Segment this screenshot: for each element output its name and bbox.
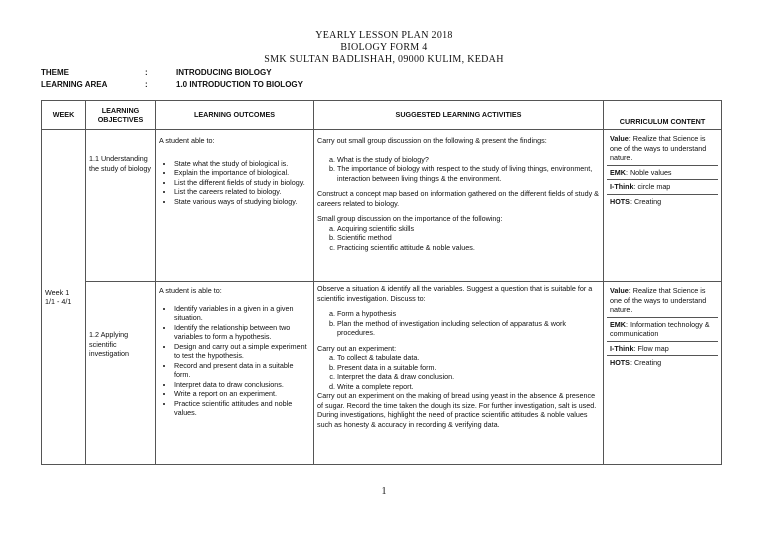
list-item: b. Present data in a suitable form.: [337, 363, 600, 373]
activities-cell: [314, 282, 604, 465]
page-number: 1: [381, 486, 387, 497]
list-item: b. Plan the method of investigation including selection of apparatus & work procedures.: [337, 319, 600, 338]
plan-subject: BIOLOGY FORM 4: [340, 42, 428, 53]
activity-paragraph: Carry out an experiment on the making of bread using yeast in the absence & presence of sugar. Record the time taken the dough its size. For further investigation, salt is used. During investigations, highlight the need of practice scientific attitudes & noble values such as honesty & accuracy in recording & verifying data.: [317, 391, 597, 429]
list-item: • Identify variables in a given in a given situation.: [174, 304, 310, 323]
list-item: a. To collect & tabulate data.: [337, 353, 600, 363]
curriculum-cell: [604, 130, 722, 282]
list-item: • Identify the relationship between two variables to form a hypothesis.: [174, 323, 310, 342]
activity-list: [317, 353, 600, 391]
cc-hots: HOTS: Creating: [610, 196, 662, 206]
week-cell: [42, 130, 86, 465]
list-item: c. Interpret the data & draw conclusion.: [337, 372, 600, 382]
list-item: • List the careers related to biology.: [174, 187, 310, 197]
list-item: • List the different fields of study in biology.: [174, 178, 310, 188]
theme-colon: :: [145, 68, 148, 77]
curriculum-cell: [604, 282, 722, 465]
week-dates: 1/1 - 4/1: [45, 297, 72, 306]
outcome-list: [159, 159, 310, 207]
list-item: • State what the study of biological is.: [174, 159, 310, 169]
objective-cell: 1.2 Applying scientific investigation: [86, 282, 156, 465]
header-learning-objectives: LEARNING OBJECTIVES: [86, 101, 156, 130]
activities-cell: [314, 130, 604, 282]
header-curriculum-content: CURRICULUM CONTENT: [604, 101, 722, 130]
header-learning-outcomes: LEARNING OUTCOMES: [156, 101, 314, 130]
activity-list: [317, 309, 600, 338]
learning-area-value: 1.0 INTRODUCTION TO BIOLOGY: [176, 80, 303, 89]
list-item: b. Scientific method: [337, 233, 600, 243]
learning-area-label: LEARNING AREA: [41, 80, 108, 89]
list-item: • Explain the importance of biological.: [174, 168, 310, 178]
plan-title: YEARLY LESSON PLAN 2018: [315, 30, 453, 41]
list-item: • Design and carry out a simple experiment to test the hypothesis.: [174, 342, 310, 361]
list-item: d. Write a complete report.: [337, 382, 600, 392]
list-item: c. Practicing scientific attitude & noble values.: [337, 243, 600, 253]
list-item: a. Form a hypothesis: [337, 309, 600, 319]
list-item: a. Acquiring scientific skills: [337, 224, 600, 234]
table-row: [42, 282, 722, 465]
objective-cell: 1.1 Understanding the study of biology: [86, 130, 156, 282]
table-row: [42, 130, 722, 282]
header-week: WEEK: [42, 101, 86, 130]
outcome-list: [159, 304, 310, 418]
list-item: a. What is the study of biology?: [337, 155, 600, 165]
cc-value: Value: Realize that Science is one of the ways to understand nature.: [607, 132, 718, 166]
cc-ithink: I-Think: Flow map: [607, 342, 718, 357]
list-item: • State various ways of studying biology.: [174, 197, 310, 207]
header-suggested-activities: SUGGESTED LEARNING ACTIVITIES: [314, 101, 604, 130]
cc-value: Value: Realize that Science is one of the ways to understand nature.: [607, 284, 718, 318]
outcome-intro: A student able to:: [159, 136, 215, 145]
activity-paragraph: Small group discussion on the importance of the following:: [317, 214, 503, 223]
list-item: • Interpret data to draw conclusions.: [174, 380, 310, 390]
outcome-intro: A student is able to:: [159, 286, 222, 295]
activity-paragraph: Construct a concept map based on information gathered on the different fields of study & careers related to biology.: [317, 189, 599, 208]
cc-hots: HOTS: Creating: [610, 358, 662, 367]
list-item: b. The importance of biology with respect to the study of living things, environment, interaction between living things & the environment.: [337, 164, 600, 183]
activity-intro: Carry out small group discussion on the following & present the findings:: [317, 136, 547, 145]
theme-value: INTRODUCING BIOLOGY: [176, 68, 272, 77]
cc-emk: EMK: Information technology & communication: [607, 318, 718, 342]
activity-list: [317, 155, 600, 184]
lesson-plan-table: [41, 100, 722, 465]
table-header-row: [42, 101, 722, 130]
list-item: • Record and present data in a suitable form.: [174, 361, 310, 380]
cc-ithink: I-Think: circle map: [607, 180, 718, 195]
list-item: • Write a report on an experiment.: [174, 389, 310, 399]
activity-list: [317, 224, 600, 253]
list-item: • Practice scientific attitudes and noble values.: [174, 399, 310, 418]
outcome-cell: [156, 130, 314, 282]
cc-emk: EMK: Noble values: [607, 166, 718, 181]
week-number: Week 1: [45, 287, 70, 297]
activity-paragraph: Carry out an experiment:: [317, 343, 397, 353]
theme-label: THEME: [41, 68, 69, 77]
learning-area-colon: :: [145, 80, 148, 89]
plan-school: SMK SULTAN BADLISHAH, 09000 KULIM, KEDAH: [264, 54, 504, 65]
outcome-cell: [156, 282, 314, 465]
activity-intro: Observe a situation & identify all the variables. Suggest a question that is suitable for a scientific investigation. Discuss to:: [317, 284, 593, 303]
